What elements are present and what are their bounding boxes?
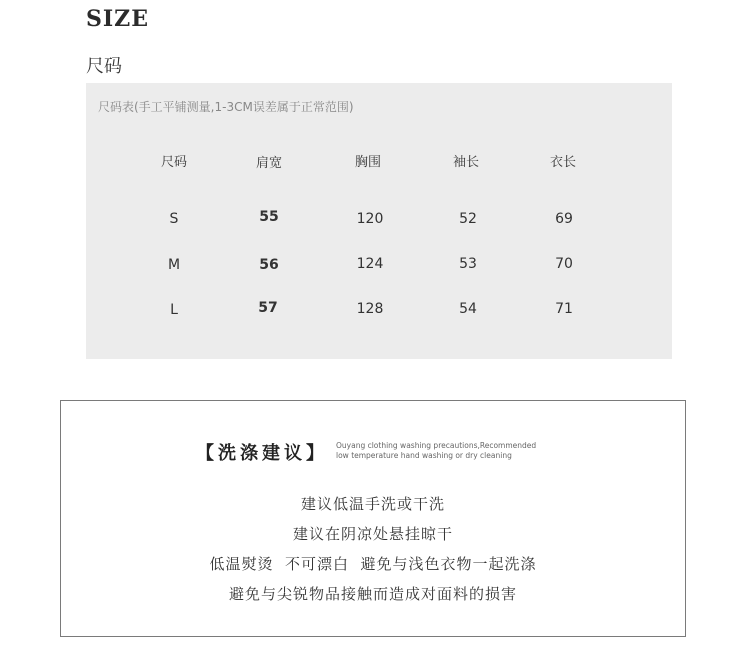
care-line: 建议低温手洗或干洗 (300, 495, 445, 513)
care-english-caption (336, 441, 536, 461)
size-label: L (170, 302, 178, 318)
care-line: 低温熨烫 不可漂白 避免与浅色衣物一起洗涤 (209, 555, 537, 573)
length-value: 71 (555, 301, 573, 317)
care-english-line: low temperature hand washing or dry cleaning (336, 451, 512, 460)
size-label: S (169, 211, 179, 227)
care-line: 避免与尖锐物品接触而造成对面料的损害 (228, 585, 517, 603)
shoulder-value: 57 (258, 300, 278, 316)
size-subtitle: 尺码 (86, 56, 122, 77)
chest-value: 120 (356, 211, 384, 227)
size-chart-note: 尺码表(手工平铺测量,1-3CM误差属于正常范围) (98, 100, 354, 114)
size-title: SIZE (86, 6, 150, 32)
column-header-shoulder: 肩宽 (255, 156, 282, 171)
size-chart-panel (86, 83, 672, 359)
care-line: 建议在阴凉处悬挂晾干 (292, 525, 453, 543)
shoulder-value: 56 (259, 257, 279, 273)
length-value: 69 (555, 211, 573, 227)
column-header-sleeve: 袖长 (452, 155, 479, 170)
chest-value: 128 (356, 301, 384, 317)
care-instructions-box (60, 400, 686, 637)
sleeve-value: 53 (459, 256, 477, 272)
column-header-chest: 胸围 (354, 155, 381, 170)
size-label: M (167, 257, 181, 273)
size-table (86, 83, 672, 359)
care-heading: 【洗涤建议】 (196, 443, 328, 464)
chest-value: 124 (356, 256, 384, 272)
column-header-length: 衣长 (549, 155, 576, 170)
shoulder-value: 55 (259, 209, 279, 225)
care-english-line: Ouyang clothing washing precautions,Recommended (336, 441, 537, 450)
sleeve-value: 52 (459, 211, 477, 227)
sleeve-value: 54 (459, 301, 477, 317)
length-value: 70 (555, 256, 573, 272)
care-lines (61, 489, 685, 609)
column-header-size: 尺码 (160, 155, 187, 170)
